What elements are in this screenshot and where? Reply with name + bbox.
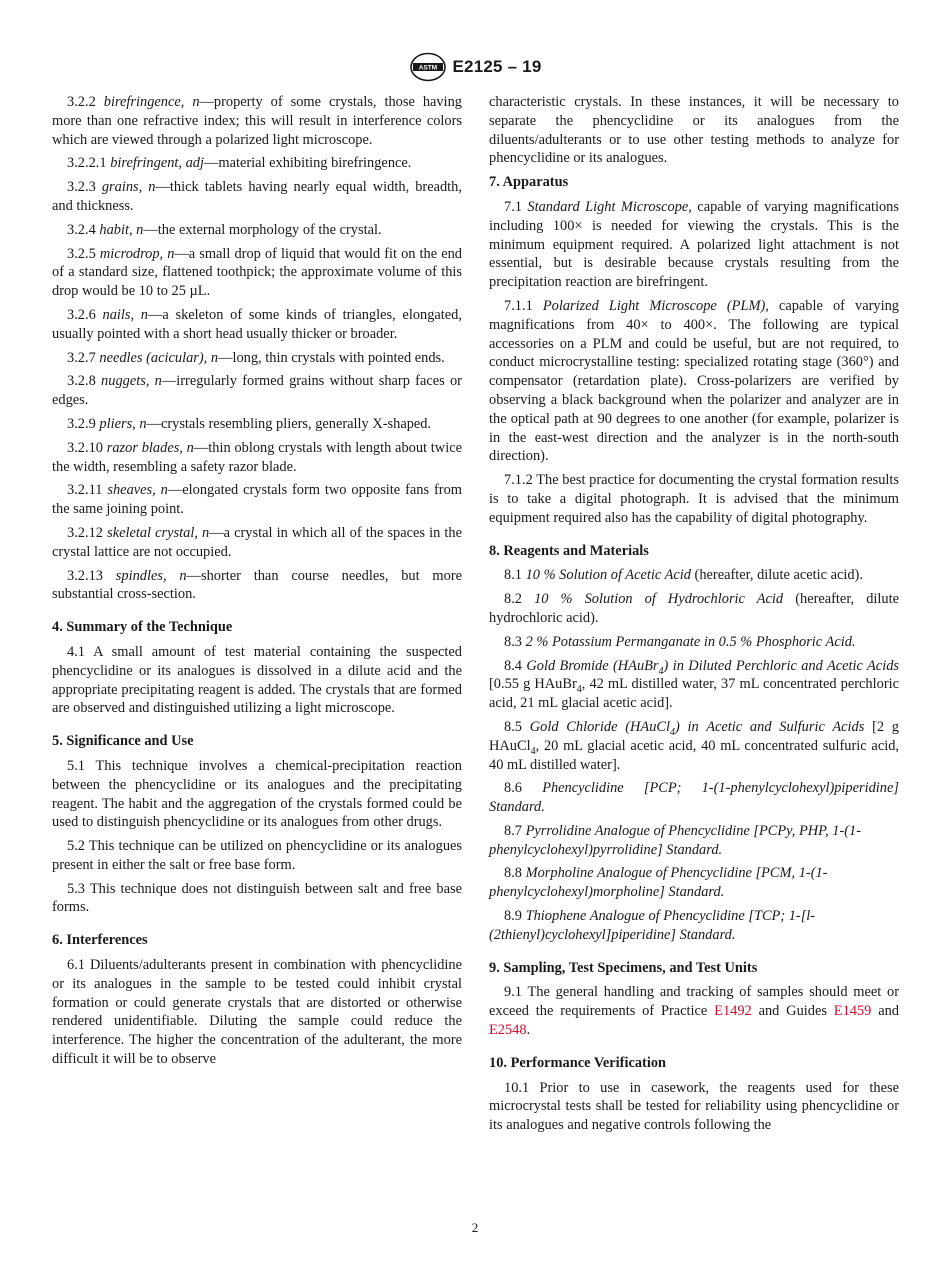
section-10-heading: 10. Performance Verification xyxy=(489,1054,667,1071)
clause-number: 7.1.1 xyxy=(504,297,533,314)
clause-number: 3.2.2.1 xyxy=(67,155,107,172)
definition-text: —material exhibiting birefringence. xyxy=(204,155,412,172)
definition-3-2-2-1 xyxy=(52,154,462,173)
paragraph-8-8 xyxy=(489,864,899,902)
paragraph-5-1: 5.1 This technique involves a chemical-precipitation reaction between the phencyclidine or its analogues and the precipitating reagent. The habit and the aggregation of the crystals formed could be used to distinguish phencyclidine or its analogues from other drugs. xyxy=(52,757,462,831)
paragraph-text: , 42 mL distilled water, 37 mL concentrated perchloric acid, 21 mL glacial acetic acid]. xyxy=(489,676,899,712)
clause-number: 8.1 xyxy=(504,567,522,584)
definition-text: —the external morphology of the crystal. xyxy=(143,221,382,238)
clause-number: 8.5 xyxy=(504,718,522,735)
paragraph-text: and Guides xyxy=(751,1003,834,1020)
subscript: 4 xyxy=(658,665,664,677)
subscript: 4 xyxy=(530,745,536,757)
paragraph-8-3 xyxy=(489,633,899,652)
term: birefringent, adj xyxy=(110,155,204,172)
paragraph-text: [0.55 g HAuBr xyxy=(489,676,577,693)
paragraph-7-1-2: 7.1.2 The best practice for documenting the crystal formation results is to take a digital photograph. It is advised that the minimum equipment required also has the capability of digital photography. xyxy=(489,472,899,526)
paragraph-8-4 xyxy=(489,657,899,713)
term: Phencyclidine [PCP; 1-(1-phenylcyclohexyl)piperidine] Standard. xyxy=(489,780,899,816)
paragraph-6-1: 6.1 Diluents/adulterants present in combination with phencyclidine or its analogues in the sample to be tested could inhibit crystal formation or could generate crystals that are distorted or otherwise rendered unidentifiable. Diluting the sample could reduce the interference. The higher the concentration of the adulterant, the more difficult it will be to observe xyxy=(52,957,462,1068)
clause-number: 3.2.4 xyxy=(67,221,96,238)
standard-designation: E2125 – 19 xyxy=(452,57,542,76)
definition-text: —a crystal in which all of the spaces in the crystal lattice are not occupied. xyxy=(52,524,462,560)
clause-number: 7.1 xyxy=(504,198,522,215)
paragraph-8-2 xyxy=(489,590,899,628)
term: birefringence, n xyxy=(103,94,200,110)
term: Pyrrolidine Analogue of Phencyclidine [PCPy, PHP, 1-(1-phenylcyclohexyl)pyrrolidine] Standard. xyxy=(489,822,862,858)
definition-3-2-8 xyxy=(52,372,462,410)
definition-3-2-9 xyxy=(52,415,462,434)
clause-number: 3.2.10 xyxy=(67,439,103,456)
paragraph-text: [2 g HAuCl xyxy=(489,718,900,754)
subscript: 4 xyxy=(670,726,675,738)
definition-text: —crystals resembling pliers, generally X-shaped. xyxy=(146,415,432,432)
paragraph-8-7 xyxy=(489,822,899,860)
definition-text: —elongated crystals form two opposite fans from the same joining point. xyxy=(52,482,462,518)
term: skeletal crystal, n xyxy=(107,524,210,541)
clause-number: 8.4 xyxy=(504,657,522,674)
clause-number: 8.9 xyxy=(504,908,522,925)
paragraph-8-9 xyxy=(489,907,899,945)
section-7-heading: 7. Apparatus xyxy=(489,174,569,191)
term xyxy=(529,718,865,738)
clause-number: 3.2.3 xyxy=(67,179,96,196)
term-part: ) in Diluted Perchloric and Acetic Acids xyxy=(663,657,899,674)
term: pliers, n xyxy=(99,415,147,432)
paragraph-text: 9.1 The general handling and tracking of samples should meet or exceed the requirements of Practice xyxy=(489,984,899,1020)
definition-3-2-11 xyxy=(52,481,462,519)
definition-text: —long, thin crystals with pointed ends. xyxy=(218,349,445,366)
section-6-heading: 6. Interferences xyxy=(52,932,148,949)
clause-number: 3.2.8 xyxy=(67,373,96,390)
definition-3-2-12 xyxy=(52,524,462,562)
definition-3-2-10 xyxy=(52,439,462,477)
term xyxy=(526,657,899,677)
term: habit, n xyxy=(99,221,144,238)
paragraph-8-5 xyxy=(489,718,899,774)
term: 10 % Solution of Acetic Acid xyxy=(525,567,691,584)
definition-3-2-5 xyxy=(52,245,462,301)
clause-number: 8.3 xyxy=(504,633,522,650)
term: sheaves, n xyxy=(107,482,168,499)
definition-3-2-7 xyxy=(52,349,462,368)
paragraph-text: , 20 mL glacial acetic acid, 40 mL concentrated sulfuric acid, 40 mL distilled water]. xyxy=(489,737,899,773)
paragraph-text: capable of varying magnifications from 40× to 400×. The following are typical accessories on a PLM and could be useful, but are not required, to conduct microcrystalline testing: specialized rotating stage (360°) and compensator (retardation plate). Cross-polarizers are verified by observing a black background when the polarizer and analyzer are in the optical path at 90 degrees to one another (for example, polarizer is in the east-west direction and the analyzer is in the north-south direction). xyxy=(489,297,899,465)
reference-link-e1459[interactable]: E1459 xyxy=(833,1003,872,1020)
paragraph-4-1: 4.1 A small amount of test material containing the suspected phencyclidine or its analogues is dissolved in a dilute acid and the appropriate precipitating reagent is added. The crystals that are formed are observed and distinguished utilizing a light microscope. xyxy=(52,643,462,717)
definition-text: —shorter than course needles, but more substantial cross-section. xyxy=(52,567,462,603)
term: needles (acicular), n xyxy=(99,349,219,366)
paragraph-7-1-1 xyxy=(489,297,899,466)
clause-number: 8.7 xyxy=(504,822,522,839)
page-number: 2 xyxy=(471,1220,479,1235)
term-part: Gold Bromide (HAuBr xyxy=(526,657,659,674)
reference-link-e1492[interactable]: E1492 xyxy=(714,1003,752,1020)
term: Polarized Light Microscope (PLM), xyxy=(542,297,769,314)
paragraph-text: and xyxy=(871,1003,899,1020)
paragraph-text: (hereafter, dilute acetic acid). xyxy=(690,567,863,584)
paragraph-6-1-continued: characteristic crystals. In these instances, it will be necessary to separate the phencyclidine or its analogues from the diluents/adulterants or to use other testing methods to analyze for phencyclidine or its analogues. xyxy=(489,94,899,167)
paragraph-text: (hereafter, dilute hydrochloric acid). xyxy=(489,591,899,626)
term: microdrop, n xyxy=(99,245,175,262)
clause-number: 3.2.2 xyxy=(67,94,96,110)
term: Morpholine Analogue of Phencyclidine [PCM, 1-(1-phenylcyclohexyl)morpholine] Standard. xyxy=(489,865,828,901)
term: Standard Light Microscope, xyxy=(527,198,692,215)
term: nuggets, n xyxy=(101,373,162,390)
logo-text: ASTM xyxy=(418,64,437,72)
paragraph-text: . xyxy=(526,1022,531,1039)
clause-number: 3.2.12 xyxy=(67,524,103,541)
term: grains, n xyxy=(101,179,156,196)
definition-3-2-3 xyxy=(52,178,462,216)
paragraph-text: capable of varying magnifications including 100× is needed for viewing the crystals. This is the minimum equipment required. A polarized light attachment is not essential, but is desirable because crystals resulting from the precipitation reaction are birefringent. xyxy=(489,198,899,291)
paragraph-8-6 xyxy=(489,779,899,817)
right-column xyxy=(489,93,899,1140)
definition-text: —a skeleton of some kinds of triangles, elongated, usually pointed with a short head usually thicker or broader. xyxy=(52,306,462,342)
definition-3-2-4 xyxy=(52,221,462,240)
clause-number: 3.2.13 xyxy=(67,567,103,584)
paragraph-5-3: 5.3 This technique does not distinguish between salt and free base forms. xyxy=(52,880,462,916)
left-column xyxy=(52,93,462,1074)
definition-3-2-13 xyxy=(52,567,462,605)
clause-number: 3.2.11 xyxy=(67,482,103,499)
clause-number: 8.6 xyxy=(504,780,522,797)
paragraph-8-1 xyxy=(489,566,899,585)
definition-text: —property of some crystals, those having more than one refractive index; this will result in interference colors which are viewed through a polarized light microscope. xyxy=(52,94,462,148)
reference-link-e2548[interactable]: E2548 xyxy=(489,1022,527,1039)
term: razor blades, n xyxy=(106,439,194,456)
term: nails, n xyxy=(102,306,148,323)
clause-number: 3.2.6 xyxy=(67,306,96,323)
paragraph-7-1 xyxy=(489,198,899,292)
clause-number: 3.2.9 xyxy=(67,415,96,432)
term: Thiophene Analogue of Phencyclidine [TCP; 1-[l-(2thienyl)cyclohexyl]piperidine] Standard. xyxy=(489,908,816,943)
term-part: Gold Chloride (HAuCl xyxy=(529,718,670,735)
term: 2 % Potassium Permanganate in 0.5 % Phosphoric Acid. xyxy=(525,633,856,650)
definition-text: —irregularly formed grains without sharp faces or edges. xyxy=(52,373,462,409)
paragraph-5-2: 5.2 This technique can be utilized on phencyclidine or its analogues present in either the salt or free base form. xyxy=(52,838,462,873)
page-header xyxy=(0,52,950,84)
section-8-heading: 8. Reagents and Materials xyxy=(489,542,649,559)
term-part: ) in Acetic and Sulfuric Acids xyxy=(675,718,865,735)
subscript: 4 xyxy=(576,684,582,696)
term: 10 % Solution of Hydrochloric Acid xyxy=(534,591,784,608)
definition-3-2-2 xyxy=(52,93,462,149)
paragraph-10-1: 10.1 Prior to use in casework, the reagents used for these microcrystal tests shall be tested for reliability using phencyclidine or its analogues and negative controls following the xyxy=(489,1079,899,1134)
definition-text: —thick tablets having nearly equal width, breadth, and thickness. xyxy=(52,179,462,214)
clause-number: 3.2.7 xyxy=(67,349,96,366)
astm-logo-icon xyxy=(409,52,447,82)
clause-number: 8.2 xyxy=(504,591,522,608)
definition-text: —a small drop of liquid that would fit on the end of a standard size, flattened toothpick; the approximate volume of this drop would be 10 to 25 µL. xyxy=(52,245,462,300)
section-9-heading: 9. Sampling, Test Specimens, and Test Units xyxy=(489,959,758,976)
clause-number: 3.2.5 xyxy=(67,245,96,262)
definition-3-2-6 xyxy=(52,306,462,344)
clause-number: 8.8 xyxy=(504,865,522,882)
term: spindles, n xyxy=(115,567,187,584)
section-4-heading: 4. Summary of the Technique xyxy=(52,619,233,636)
definition-text: —thin oblong crystals with length about twice the width, resembling a safety razor blade. xyxy=(52,439,462,475)
paragraph-9-1 xyxy=(489,983,899,1039)
section-5-heading: 5. Significance and Use xyxy=(52,733,194,750)
